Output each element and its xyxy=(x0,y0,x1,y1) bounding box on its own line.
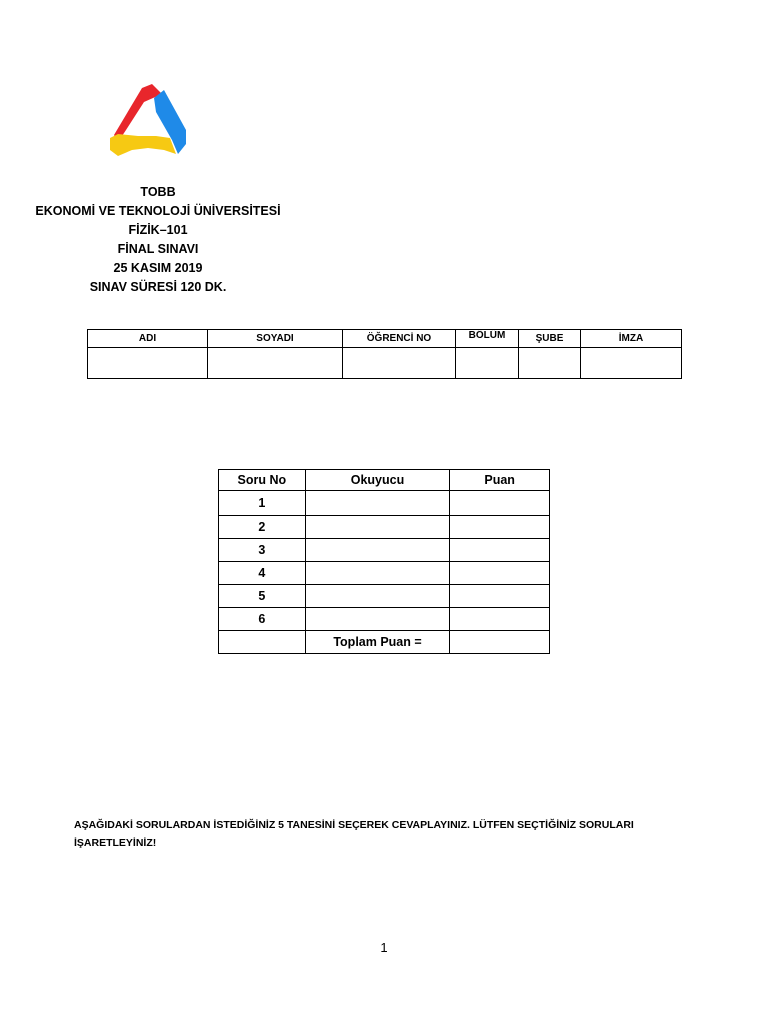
points-cell[interactable] xyxy=(450,585,550,608)
question-number: 2 xyxy=(219,516,306,539)
total-label: Toplam Puan = xyxy=(305,631,450,654)
points-cell[interactable] xyxy=(450,608,550,631)
score-row xyxy=(219,585,550,608)
header-line-duration: SINAV SÜRESİ 120 DK. xyxy=(89,280,227,294)
question-number: 3 xyxy=(219,539,306,562)
grader-cell[interactable] xyxy=(305,608,450,631)
total-empty-cell xyxy=(219,631,306,654)
instructions-line-2: İŞARETLEYİNİZ! xyxy=(74,837,157,849)
header-line-university: EKONOMİ VE TEKNOLOJİ ÜNİVERSİTESİ xyxy=(35,204,281,218)
points-cell[interactable] xyxy=(450,562,550,585)
score-row xyxy=(219,539,550,562)
question-number: 4 xyxy=(219,562,306,585)
score-table xyxy=(218,469,550,654)
student-no-field[interactable] xyxy=(343,348,456,379)
header-line-course: FİZİK–101 xyxy=(128,223,188,237)
question-number: 5 xyxy=(219,585,306,608)
points-cell[interactable] xyxy=(450,516,550,539)
grader-cell[interactable] xyxy=(305,539,450,562)
name-field[interactable] xyxy=(88,348,208,379)
header-signature: İMZA xyxy=(581,330,682,348)
score-row xyxy=(219,491,550,516)
score-row xyxy=(219,516,550,539)
header-grader: Okuyucu xyxy=(305,470,450,491)
question-number: 6 xyxy=(219,608,306,631)
header-line-date: 25 KASIM 2019 xyxy=(113,261,203,275)
grader-cell[interactable] xyxy=(305,491,450,516)
header-points: Puan xyxy=(450,470,550,491)
department-field[interactable] xyxy=(456,348,519,379)
score-total-row xyxy=(219,631,550,654)
surname-field[interactable] xyxy=(208,348,343,379)
instructions-line-1: AŞAĞIDAKİ SORULARDAN İSTEDİĞİNİZ 5 TANESİNİ SEÇEREK CEVAPLAYINIZ. LÜTFEN SEÇTİĞİNİZ SORULARI xyxy=(74,819,634,831)
header-line-exam-type: FİNAL SINAVI xyxy=(117,242,199,256)
grader-cell[interactable] xyxy=(305,516,450,539)
question-number: 1 xyxy=(219,491,306,516)
student-info-entry-row xyxy=(88,348,682,379)
grader-cell[interactable] xyxy=(305,585,450,608)
signature-field[interactable] xyxy=(581,348,682,379)
student-info-header-row xyxy=(88,330,682,348)
page-number: 1 xyxy=(380,940,388,955)
exam-header xyxy=(28,183,288,297)
university-logo xyxy=(104,80,192,160)
section-field[interactable] xyxy=(519,348,581,379)
header-student-no: ÖĞRENCİ NO xyxy=(343,330,456,348)
points-cell[interactable] xyxy=(450,491,550,516)
score-row xyxy=(219,562,550,585)
logo-red-segment xyxy=(114,84,162,142)
score-header-row xyxy=(219,470,550,491)
exam-instructions xyxy=(74,816,674,852)
total-points-cell[interactable] xyxy=(450,631,550,654)
logo-yellow-segment xyxy=(110,134,176,156)
header-name: ADI xyxy=(88,330,208,348)
student-info-table xyxy=(87,329,682,379)
header-line-institution: TOBB xyxy=(140,185,176,199)
header-section: ŞUBE xyxy=(519,330,581,348)
header-department: BÖLÜM xyxy=(456,330,519,348)
points-cell[interactable] xyxy=(450,539,550,562)
grader-cell[interactable] xyxy=(305,562,450,585)
header-question-no: Soru No xyxy=(219,470,306,491)
score-row xyxy=(219,608,550,631)
header-surname: SOYADI xyxy=(208,330,343,348)
